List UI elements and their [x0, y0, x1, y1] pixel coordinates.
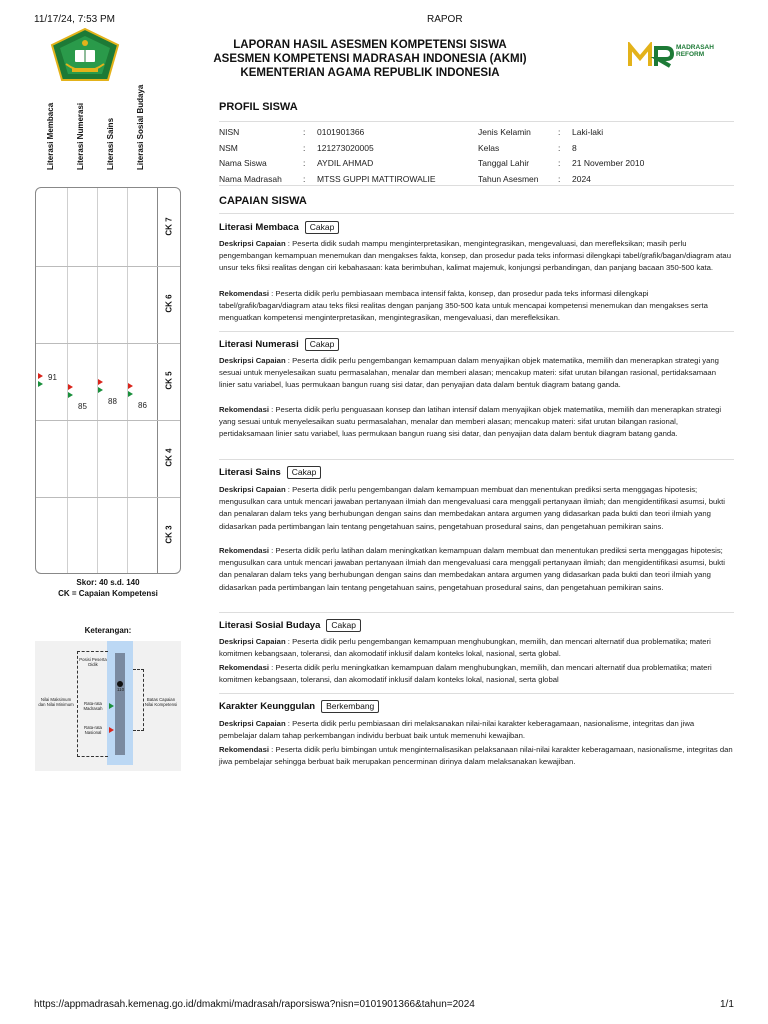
profile-value: AYDIL AHMAD	[317, 158, 374, 168]
rekomendasi	[219, 404, 734, 441]
print-url: https://appmadrasah.kemenag.go.id/dmakmi/madrasah/raporsiswa?nisn=0101901366&tahun=2024	[34, 999, 475, 1010]
deskripsi-text: : Peserta didik perlu pengembangan kemampuan menghubungkan, memilih, dan mencari alternatif dua problematika; materi komitmen kebangsaan, toleransi, dan akomodatif inklusif dalam konteks lokal, nasional, serta global.	[219, 637, 711, 659]
header-line-3: KEMENTERIAN AGAMA REPUBLIK INDONESIA	[240, 67, 500, 79]
divider	[219, 459, 734, 460]
divider	[219, 185, 734, 186]
divider	[219, 693, 734, 694]
divider	[219, 121, 734, 122]
score-value: 88	[108, 396, 117, 406]
madrasah-reform-logo	[628, 42, 728, 68]
profile-title: PROFIL SISWA	[219, 101, 298, 113]
subject-name: Literasi Membaca	[219, 222, 299, 234]
divider	[219, 612, 734, 613]
profile-label: Nama Madrasah	[219, 173, 282, 184]
profile-label: NISN	[219, 127, 240, 137]
profile-value: 8	[572, 142, 577, 153]
score-marker-madrasah	[38, 381, 43, 387]
deskripsi-capaian	[219, 718, 734, 742]
rekomendasi	[219, 662, 734, 686]
deskripsi-capaian	[219, 238, 734, 275]
divider	[219, 213, 734, 214]
report-header	[190, 38, 550, 80]
deskripsi-capaian	[219, 636, 734, 660]
chart-column-divider	[67, 188, 68, 573]
chart-category-label: Literasi Sains	[106, 117, 115, 170]
subject-heading	[219, 338, 339, 351]
chart-level-divider	[36, 497, 180, 498]
chart-level-divider	[36, 343, 180, 344]
deskripsi-text: : Peserta didik sudah mampu menginterpretasikan, mengintegrasikan, mengevaluasi, dan merefleksikan; masih perlu pengembangan kemampuan menemukan dan mengakses fakta, konsep, dan prosedur pada teks informasi dilengkapi tabel/grafik/bagan/diagram atau unsur teks fiksi realitas dengan ciri kebahasaan: kata berimbuhan, kalimat majemuk, konjungsi perbandingan, dan panjang bacaan 350-500 kata.	[219, 239, 731, 273]
ck-level-label: CK 5	[164, 371, 174, 390]
score-value: 85	[78, 402, 87, 412]
score-value: 91	[48, 373, 57, 382]
rekomendasi	[219, 744, 734, 768]
profile-row: Nama Madrasah : MTSS GUPPI MATTIROWALIE	[219, 174, 436, 190]
score-marker-nasional	[38, 373, 43, 379]
profile-value: MTSS GUPPI MATTIROWALIE	[317, 173, 436, 184]
subject-heading	[219, 221, 339, 234]
rekomendasi-text: : Peserta didik perlu latihan dalam meningkatkan kemampuan dalam membuat dan menentukan prediksi serta menggagas hipotesis; mengusulkan cara untuk mencari jawaban pertanyaan ilmiah dan mengevaluasi cara menggali pertanyaan ilmiah; dan mengidentifikasi asumsi, bukti dan penalaran dalam teks yang berhubungan dengan sains dan membedakan antara argumen yang didasarkan pada bukti dan teori ilmiah yang didasarkan pada pertimbangan lain tentang pengetahuan sains, pengetahuan prosedural sains, dan pengetahuan pemikiran sains.	[219, 546, 725, 592]
profile-value: 21 November 2010	[572, 158, 645, 168]
profile-label: Kelas	[478, 142, 500, 153]
print-datetime: 11/17/24, 7:53 PM	[34, 14, 115, 25]
profile-value: 2024	[572, 173, 591, 184]
subject-name: Literasi Sosial Budaya	[219, 620, 321, 632]
chart-category-label: Literasi Numerasi	[76, 102, 85, 170]
profile-value: 121273020005	[317, 142, 374, 153]
ck-level-label: CK 6	[164, 294, 174, 313]
level-badge: Cakap	[287, 466, 322, 479]
profile-row: NSM : 121273020005	[219, 143, 436, 159]
score-marker-madrasah	[68, 392, 73, 398]
deskripsi-label: Deskripsi Capaian	[219, 719, 286, 728]
deskripsi-label: Deskripsi Capaian	[219, 485, 286, 494]
profile-row: Jenis Kelamin : Laki-laki	[478, 127, 644, 143]
chart-column-divider	[157, 188, 158, 573]
rekomendasi-label: Rekomendasi	[219, 745, 269, 754]
legend-nasional-marker	[109, 727, 114, 733]
print-doc-title: RAPOR	[427, 14, 463, 25]
deskripsi-label: Deskripsi Capaian	[219, 356, 286, 365]
divider	[219, 331, 734, 332]
level-badge: Cakap	[305, 221, 340, 234]
chart-level-divider	[36, 420, 180, 421]
profile-label: Tanggal Lahir	[478, 158, 530, 168]
legend-rata-madrasah: Rata-rata Madrasah	[83, 701, 103, 711]
rekomendasi-label: Rekomendasi	[219, 663, 269, 672]
deskripsi-capaian	[219, 355, 734, 392]
level-badge: Berkembang	[321, 700, 379, 713]
profile-value: 0101901366	[317, 127, 365, 137]
legend-value: 110	[117, 687, 125, 692]
chart-level-divider	[36, 266, 180, 267]
subject-name: Literasi Sains	[219, 467, 281, 479]
profile-right-table	[478, 127, 644, 189]
score-marker-nasional	[98, 379, 103, 385]
ck-level-label: CK 4	[164, 448, 174, 467]
legend-madrasah-marker	[109, 703, 114, 709]
profile-left-table	[219, 127, 436, 189]
profile-label: Jenis Kelamin	[478, 127, 531, 137]
score-marker-madrasah	[128, 391, 133, 397]
rekomendasi	[219, 545, 734, 594]
profile-row: Tahun Asesmen : 2024	[478, 174, 644, 190]
rekomendasi-text: : Peserta didik perlu bimbingan untuk menginternalisasikan pelaksanaan nilai-nilai karakter keberagamaan, nasionalisme, integritas dan jiwa pembelajar sehingga berbuat baik merupakan pencerminan dirinya dalam melaksanakan kewajiban.	[219, 745, 733, 767]
legend-title: Keterangan:	[84, 626, 132, 635]
profile-row: Kelas : 8	[478, 143, 644, 159]
kemenag-logo	[50, 28, 120, 84]
profile-label: NSM	[219, 142, 238, 153]
score-marker-madrasah	[98, 387, 103, 393]
deskripsi-text: : Peserta didik perlu pengembangan dalam kemampuan membuat dan menentukan prediksi serta menggagas hipotesis; mengusulkan cara untuk mencari jawaban pertanyaan ilmiah dan mengevaluasi cara menggali pertanyaan ilmiah; dan mengidentifikasi asumsi, bukti dan penalaran dalam teks yang berhubungan dengan sains dan membedakan antara argumen yang didasarkan pada bukti dan teori ilmiah yang didasarkan pada pertimbangan lain tentang pengetahuan sains, pengetahuan prosedural sains, dan pengetahuan pemikiran sains.	[219, 485, 725, 531]
ck-definition-note: CK = Capaian Kompetensi	[58, 589, 158, 598]
deskripsi-label: Deskripsi Capaian	[219, 239, 286, 248]
legend-batas: Batas Capaian Nilai Kompetensi	[144, 697, 178, 707]
legend-posisi: Posisi Peserta Didik	[79, 657, 107, 667]
capaian-title: CAPAIAN SISWA	[219, 195, 307, 207]
header-line-2: ASESMEN KOMPETENSI MADRASAH INDONESIA (AKMI)	[213, 53, 527, 65]
chart-category-label: Literasi Membaca	[46, 102, 55, 170]
profile-value: Laki-laki	[572, 127, 604, 137]
ck-level-label: CK 7	[164, 217, 174, 236]
rekomendasi-text: : Peserta didik perlu pembiasaan membaca intensif fakta, konsep, dan prosedur pada teks informasi dilengkapi tabel/grafik/bagan/diagram atau teks fiksi realitas dengan panjang 350-500 kata untuk mencapai kompetensi menemukan dan mengakses serta menguatkan kompetensi menginterpretasikan, mengintegrasikan, mengevaluasi, dan merefleksikan.	[219, 289, 708, 323]
rekomendasi-label: Rekomendasi	[219, 289, 269, 298]
rekomendasi-label: Rekomendasi	[219, 405, 269, 414]
deskripsi-text: : Peserta didik perlu pengembangan kemampuan dalam menyajikan objek matematika, memilih dan menerapkan strategi yang sesuai untuk menyelesaikan suatu permasalahan, menalar dan memberi alasan; mencakup materi: sifat urutan bilangan rasional, pertidaksamaan linier satu variabel, luas permukaan bangun ruang sisi datar, dan penyajian data dalam bentuk diagram batang ganda.	[219, 356, 719, 390]
subject-heading	[219, 700, 379, 713]
rekomendasi-label: Rekomendasi	[219, 546, 269, 555]
legend-box	[35, 641, 181, 771]
subject-name: Karakter Keunggulan	[219, 701, 316, 713]
deskripsi-text: : Peserta didik perlu pembiasaan diri melaksanakan nilai-nilai karakter keberagamaan, nasionalisme, integritas dan jiwa pembelajar dalam tahap perkembangan individu berbuat baik untuk memenuhi kewajiban.	[219, 719, 695, 741]
rekomendasi-text: : Peserta didik perlu meningkatkan kemampuan dalam menghubungkan, memilih, dan mencari alternatif dua problematika; materi komitmen kebangsaan, toleransi, dan akomodatif inklusif dalam konteks lokal, nasional, serta global	[219, 663, 712, 685]
madrasah-reform-text: MADRASAH REFORM	[676, 44, 714, 58]
legend-min-max: Nilai Maksimum dan Nilai Minimum	[38, 697, 74, 707]
chart-column-divider	[127, 188, 128, 573]
level-badge: Cakap	[305, 338, 340, 351]
profile-row: Nama Siswa : AYDIL AHMAD	[219, 158, 436, 174]
subject-heading	[219, 466, 321, 479]
subject-name: Literasi Numerasi	[219, 339, 299, 351]
rekomendasi-text: : Peserta didik perlu penguasaan konsep dan latihan intensif dalam menyajikan objek matematika, memilih dan menerapkan strategi yang sesuai untuk menyelesaikan suatu permasalahan, menalar dan memberi alasan; mencakup materi: sifat urutan bilangan rasional, pertidaksamaan linier satu variabel, luas permukaan bangun ruang sisi datar, dan penyajian data dalam bentuk diagram batang ganda.	[219, 405, 722, 439]
profile-row: Tanggal Lahir : 21 November 2010	[478, 158, 644, 174]
header-line-1: LAPORAN HASIL ASESMEN KOMPETENSI SISWA	[233, 39, 507, 51]
level-badge: Cakap	[326, 619, 361, 632]
score-marker-nasional	[68, 384, 73, 390]
ck-level-label: CK 3	[164, 525, 174, 544]
profile-label: Tahun Asesmen	[478, 173, 539, 184]
chart-category-label: Literasi Sosial Budaya	[136, 84, 145, 170]
print-page-number: 1/1	[720, 999, 734, 1010]
subject-heading	[219, 619, 361, 632]
score-range-note: Skor: 40 s.d. 140	[76, 578, 140, 587]
profile-label: Nama Siswa	[219, 158, 267, 168]
score-value: 86	[138, 400, 147, 410]
deskripsi-capaian	[219, 484, 734, 533]
legend-bar	[115, 653, 125, 755]
score-marker-nasional	[128, 383, 133, 389]
legend-rata-nasional: Rata-rata Nasional	[84, 725, 102, 735]
rekomendasi	[219, 288, 734, 325]
profile-row: NISN : 0101901366	[219, 127, 436, 143]
deskripsi-label: Deskripsi Capaian	[219, 637, 286, 646]
